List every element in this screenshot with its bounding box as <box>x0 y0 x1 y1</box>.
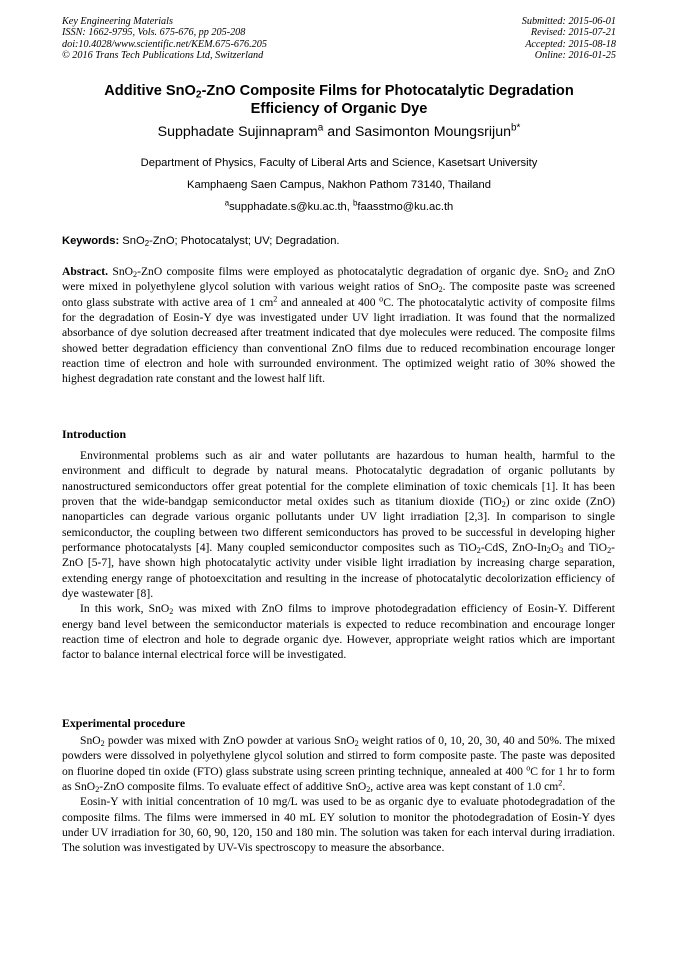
paragraph-text: In this work, SnO <box>80 602 170 616</box>
paragraph-text: , active area was kept constant of 1.0 cm <box>370 780 559 794</box>
author-1-mark: a <box>317 122 324 134</box>
subscript: 2 <box>476 546 481 556</box>
subscript: 2 <box>169 607 174 617</box>
title-text: Additive SnO <box>104 83 196 99</box>
paragraph-text: Environmental problems such as air and water pollutants are hazardous to human health, harmful to the environment and difficult to degrade by natural means. Photocatalytic degradation of organic pollutants by nanostructured semiconductors offer great potential for the complete elimination of toxic chemicals [1]. It has been proven that the wide-bandgap semiconductor metal oxides such as titanium dioxide (TiO <box>62 449 615 509</box>
accepted-date: Accepted: 2015-08-18 <box>525 38 616 50</box>
introduction-paragraph-2 <box>62 601 615 662</box>
paper-title <box>62 82 616 118</box>
online-date: Online: 2016-01-25 <box>534 50 616 62</box>
subscript: 2 <box>354 739 359 749</box>
abstract <box>62 264 615 387</box>
paragraph-text: -ZnO composite films. To evaluate effect of additive SnO <box>99 780 367 794</box>
author-2-mark: b* <box>510 122 521 134</box>
superscript: o <box>526 763 531 773</box>
superscript: 2 <box>558 778 563 788</box>
title-subscript: 2 <box>195 89 202 101</box>
section-heading-experimental: Experimental procedure <box>62 716 186 730</box>
publication-dates <box>522 16 616 62</box>
subscript: 2 <box>366 785 371 795</box>
email-a[interactable]: supphadate.s@ku.ac.th, <box>229 201 353 213</box>
abstract-text: and annealed at 400 <box>277 295 380 309</box>
journal-name: Key Engineering Materials <box>62 16 173 27</box>
paragraph-text: O <box>550 541 560 555</box>
author-1: Supphadate Sujinnapram <box>157 124 318 140</box>
journal-info <box>62 16 267 62</box>
subscript: 2 <box>607 546 612 556</box>
keywords-subscript: 2 <box>144 238 150 248</box>
issn-line: ISSN: 1662-9795, Vols. 675-676, pp 205-208 <box>62 27 246 39</box>
title-text: -ZnO Composite Films for Photocatalytic Degradation <box>201 83 574 99</box>
abstract-text: SnO <box>108 265 134 278</box>
subscript: 2 <box>100 739 105 749</box>
subscript: 2 <box>501 500 506 510</box>
paragraph-text: and TiO <box>563 541 608 555</box>
experimental-body <box>62 733 615 856</box>
superscript: 2 <box>273 294 278 304</box>
copyright-line: © 2016 Trans Tech Publications Ltd, Switzerland <box>62 50 264 62</box>
paragraph-text: -ZnO [5-7], have shown high photocatalytic activity under visible light irradiation by increasing charge separation, extending energy range of photoexcitation and resulting in the increase of photocatalytic decolorization efficiency of dye wastewater [8]. <box>62 541 615 601</box>
subscript: 2 <box>133 270 138 280</box>
author-conjunction: and <box>323 124 355 140</box>
submitted-date: Submitted: 2015-06-01 <box>521 16 616 27</box>
paragraph-text: powder was mixed with ZnO powder at various SnO <box>104 734 355 747</box>
author-2: Sasimonton Moungsrijun <box>354 124 511 140</box>
paragraph-text: -CdS, ZnO-In <box>480 541 547 555</box>
experimental-paragraph-1 <box>62 733 615 794</box>
email-b-mark: b <box>353 198 358 208</box>
keywords-text: -ZnO; Photocatalyst; UV; Degradation. <box>149 235 340 247</box>
abstract-text: . The composite paste was screened onto glass substrate with active area of 1 cm <box>62 280 615 309</box>
abstract-label: Abstract. <box>62 265 109 278</box>
subscript: 2 <box>438 285 443 295</box>
email-b[interactable]: faasstmo@ku.ac.th <box>357 201 454 213</box>
abstract-text: C. The photocatalytic activity of composite films for the degradation of Eosin-Y dye was investigated under UV light irradiation. It was found that the normalized absorbance of dye solution decreased after treatment indicated that dye molecules were reduced. The composite films showed better degradation efficiency than conventional ZnO films due to reduced recombination encourage longer reaction time of electron and hole with surrounded environment. The optimized weight ratio of 30% showed the highest degradation rate constant and the lowest half lift. <box>62 295 615 386</box>
keywords-text: SnO <box>119 235 145 247</box>
paragraph-text: weight ratios of 0, 10, 20, 30, 40 and 50%. The mixed powders were dissolved in polyethylene glycol solution and stirred to form composite paste. The paste was deposited on fluorine doped tin oxide (FTO) glass substrate using screen printing technique, annealed at 400 <box>62 734 615 778</box>
abstract-text: and ZnO were mixed in polyethylene glycol solution with various weight ratios of SnO <box>62 265 615 294</box>
title-line-2: Efficiency of Organic Dye <box>250 101 428 117</box>
abstract-text: -ZnO composite films were employed as photocatalytic degradation of organic dye. SnO <box>137 265 565 278</box>
author-list <box>62 123 616 141</box>
subscript: 3 <box>559 546 564 556</box>
affiliation-line-1: Department of Physics, Faculty of Liberal Arts and Science, Kasetsart University <box>140 157 538 169</box>
subscript: 2 <box>546 546 551 556</box>
subscript: 2 <box>564 270 569 280</box>
section-heading-introduction: Introduction <box>62 427 127 441</box>
introduction-body <box>62 448 615 663</box>
paragraph-text: was mixed with ZnO films to improve photodegradation efficiency of Eosin-Y. Different energy band level between the semiconductor materials is expected to reduce recombination and encourage longer reaction time of electron and hole to degrade organic dye. However, appropriate weight ratios which are important factor to balance internal electrical force will be investigated. <box>62 602 616 662</box>
subscript: 2 <box>95 785 100 795</box>
paragraph-text: . <box>562 780 566 794</box>
experimental-paragraph-2: Eosin-Y with initial concentration of 10 mg/L was used to be as organic dye to evaluate photodegradation of the composite films. The films were immersed in 40 mL EY solution to monitor the photodegradation of Eosin-Y dyes under UV irradiation for 30, 60, 90, 120, 150 and 180 min. The solution was taken for each interval during irradiation. The solution was investigated by UV-Vis spectroscopy to measure the absorbance. <box>62 795 615 855</box>
affiliation-line-2: Kamphaeng Saen Campus, Nakhon Pathom 73140, Thailand <box>187 179 491 191</box>
paragraph-text: C for 1 hr to form as SnO <box>62 764 615 794</box>
author-emails <box>62 200 616 214</box>
paragraph-text: SnO <box>80 734 101 747</box>
superscript: o <box>379 294 384 304</box>
introduction-paragraph-1 <box>62 448 615 601</box>
doi-line: doi:10.4028/www.scientific.net/KEM.675-676.205 <box>62 38 267 50</box>
keywords <box>62 234 616 248</box>
paragraph-text: ) or zinc oxide (ZnO) nanoparticles can degrade various organic pollutants under UV light irradiation [2,3]. In comparison to single semiconductor, the coupling between two different semiconductors has proved to be successful in developing higher performance photocatalysts [4]. Many coupled semiconductor composites such as TiO <box>62 495 616 555</box>
revised-date: Revised: 2015-07-21 <box>530 27 616 39</box>
email-a-mark: a <box>224 198 230 208</box>
keywords-label: Keywords: <box>62 235 120 247</box>
